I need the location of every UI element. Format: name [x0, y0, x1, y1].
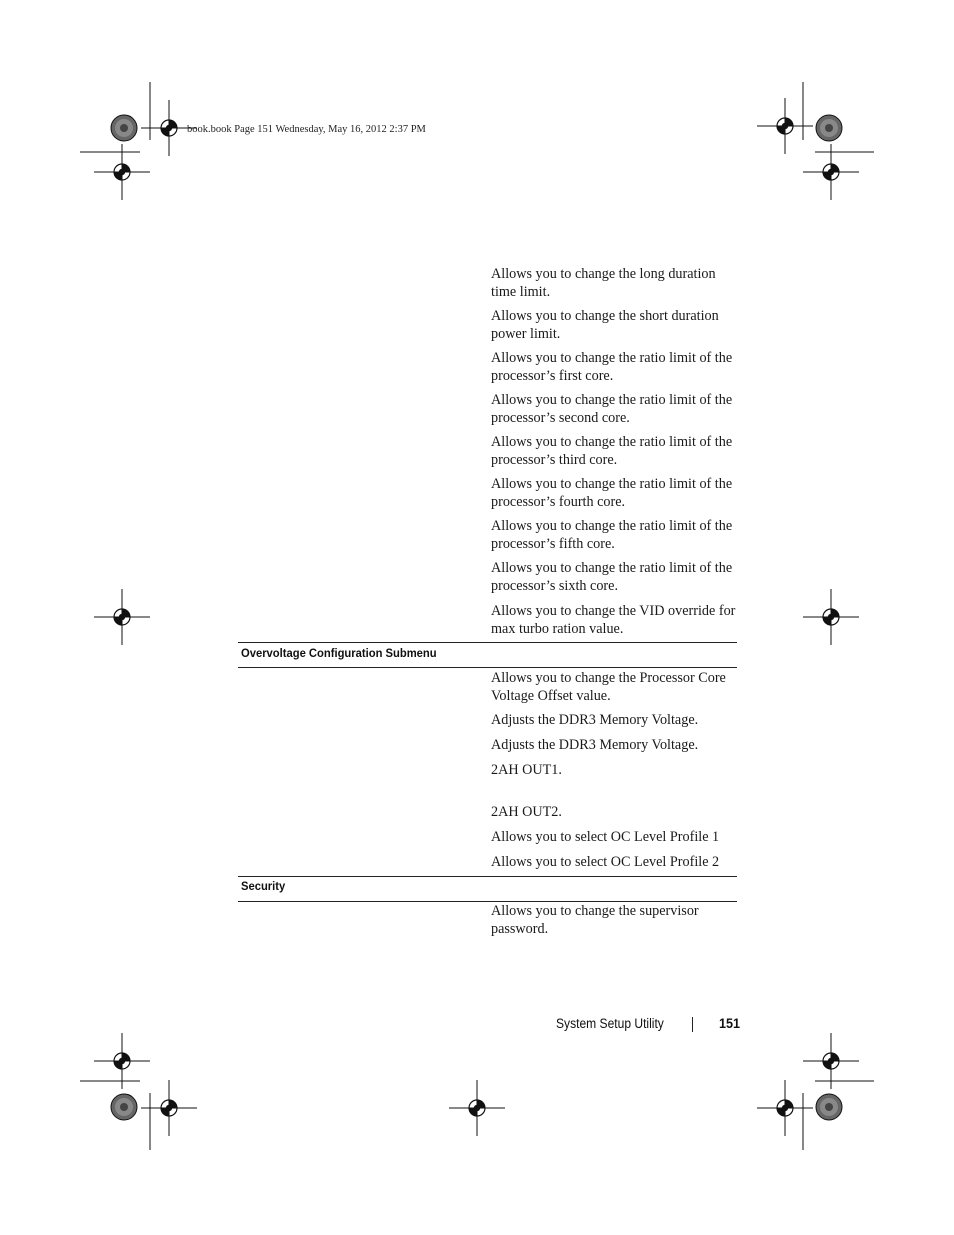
table-rule — [238, 876, 737, 877]
description-ratio-limit-sixth-core: Allows you to change the ratio limit of the processor’s sixth core. — [491, 560, 733, 594]
registration-crosshair-icon — [803, 589, 859, 645]
description-ratio-limit-second-core: Allows you to change the ratio limit of the processor’s second core. — [491, 392, 733, 426]
section-title-overvoltage: Overvoltage Configuration Submenu — [241, 646, 437, 660]
description-ratio-limit-fifth-core: Allows you to change the ratio limit of the processor’s fifth core. — [491, 518, 733, 552]
section-title-security: Security — [241, 879, 286, 893]
page-number: 151 — [719, 1015, 741, 1031]
registration-crosshair-icon — [449, 1080, 505, 1136]
description-short-duration-power-limit: Allows you to change the short duration power limit. — [491, 308, 719, 342]
registration-crosshair-icon — [141, 1080, 197, 1136]
description-oc-level-profile-2: Allows you to select OC Level Profile 2 — [491, 854, 720, 870]
star-target-icon — [111, 115, 137, 141]
table-rule — [238, 642, 737, 643]
star-target-icon — [111, 1094, 137, 1120]
footer-chapter-title: System Setup Utility — [556, 1016, 664, 1031]
footer-separator — [692, 1017, 693, 1032]
table-rule — [238, 901, 737, 902]
star-target-icon — [816, 115, 842, 141]
description-oc-level-profile-1: Allows you to select OC Level Profile 1 — [491, 829, 720, 845]
description-processor-core-voltage-offset: Allows you to change the Processor Core Voltage Offset value. — [491, 670, 726, 704]
star-target-icon — [816, 1094, 842, 1120]
registration-crosshair-icon — [94, 589, 150, 645]
table-rule — [238, 667, 737, 668]
print-stamp: book.book Page 151 Wednesday, May 16, 2012 2:37 PM — [187, 124, 426, 135]
description-long-duration-time-limit: Allows you to change the long duration time limit. — [491, 266, 716, 300]
description-ratio-limit-first-core: Allows you to change the ratio limit of the processor’s first core. — [491, 350, 733, 384]
description-supervisor-password: Allows you to change the supervisor password. — [491, 903, 699, 937]
crop-line — [803, 82, 874, 152]
crop-line — [80, 82, 150, 152]
description-ddr3-memory-voltage: Adjusts the DDR3 Memory Voltage. — [491, 712, 699, 728]
description-ddr3-memory-voltage: Adjusts the DDR3 Memory Voltage. — [491, 737, 699, 753]
description-ratio-limit-third-core: Allows you to change the ratio limit of the processor’s third core. — [491, 434, 733, 468]
description-2ah-out2: 2AH OUT2. — [491, 804, 562, 820]
registration-crosshair-icon — [757, 98, 813, 154]
description-2ah-out1: 2AH OUT1. — [491, 762, 562, 778]
description-vid-override: Allows you to change the VID override for max turbo ration value. — [491, 603, 736, 637]
description-ratio-limit-fourth-core: Allows you to change the ratio limit of the processor’s fourth core. — [491, 476, 733, 510]
registration-crosshair-icon — [757, 1080, 813, 1136]
